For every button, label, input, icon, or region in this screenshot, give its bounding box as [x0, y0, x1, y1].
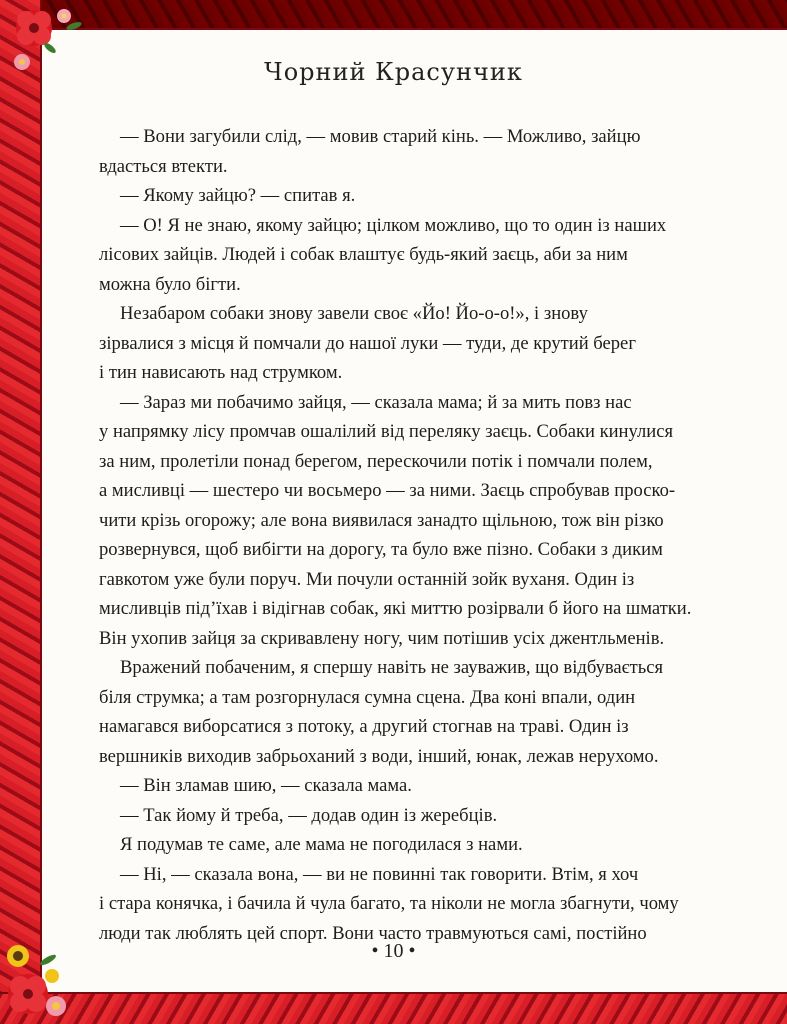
text-line: — Вони загубили слід, — мовив старий кінь. — Можливо, зайцю [120, 126, 641, 147]
text-line: — Якому зайцю? — спитав я. [120, 185, 356, 206]
braided-border-left [0, 0, 42, 1024]
text-line: Він ухопив зайця за скривавлену ногу, чим потішив усіх джентльменів. [99, 627, 665, 649]
text-line: мисливців під’їхав і відігнав собак, які миттю розірвали б його на шматки. [99, 598, 692, 619]
text-line: у напрямку лісу промчав ошалілий від переляку заєць. Собаки кинулися [99, 421, 674, 442]
running-header-title: Чорний Красунчик [264, 58, 523, 86]
text-line: — Ні, — сказала вона, — ви не повинні так говорити. Втім, я хоч [120, 863, 639, 885]
page-number: • 10 • [371, 940, 416, 962]
text-line: а мисливці — шестеро чи восьмеро — за ними. Заєць спробував проско- [99, 480, 676, 501]
text-line: і тин нависають над струмком. [99, 362, 343, 383]
braided-border-top [0, 0, 787, 30]
text-line: гавкотом уже були поруч. Ми почули останній зойк вуханя. Один із [99, 568, 635, 590]
braided-border-bottom [0, 992, 787, 1024]
text-line: люди так люблять цей спорт. Вони часто травмуються самі, постійно [99, 922, 647, 944]
text-line: можна було бігти. [99, 273, 241, 295]
text-line: за ним, пролетіли понад берегом, перескочили потік і помчали полем, [99, 450, 653, 472]
text-line: — Він зламав шию, — сказала мама. [120, 775, 412, 796]
text-line: і стара конячка, і бачила й чула багато, та ніколи не могла збагнути, чому [99, 893, 679, 914]
text-line: — Зараз ми побачимо зайця, — сказала мама; й за мить повз нас [120, 391, 632, 413]
text-line: Незабаром собаки знову завели своє «Йо! Йо-о-о!», і знову [120, 303, 588, 324]
text-line: вершників виходив забрьоханий з води, інший, юнак, лежав нерухомо. [99, 745, 659, 767]
text-line: лісових зайців. Людей і собак влаштує будь-який заєць, аби за ним [99, 244, 628, 265]
text-line: зірвалися з місця й помчали до нашої луки — туди, де крутий берег [99, 332, 636, 354]
text-line: вдасться втекти. [99, 155, 228, 177]
text-line: Я подумав те саме, але мама не погодилася з нами. [120, 834, 523, 855]
text-line: розвернувся, щоб вибігти на дорогу, та було вже пізно. Собаки з диким [99, 539, 663, 560]
body-text [99, 122, 699, 948]
text-line: — О! Я не знаю, якому зайцю; цілком можливо, що то один із наших [120, 214, 667, 236]
text-line: біля струмка; а там розгорнулася сумна сцена. Два коні впали, один [99, 686, 636, 708]
text-line: Вражений побаченим, я спершу навіть не зауважив, що відбувається [120, 657, 664, 678]
text-line: — Так йому й треба, — додав один із жеребців. [120, 804, 498, 826]
text-line: чити крізь огорожу; але вона виявилася занадто щільною, тож він різко [99, 509, 664, 531]
text-line: намагався виборсатися з потоку, а другий стогнав на траві. Один із [99, 716, 629, 737]
